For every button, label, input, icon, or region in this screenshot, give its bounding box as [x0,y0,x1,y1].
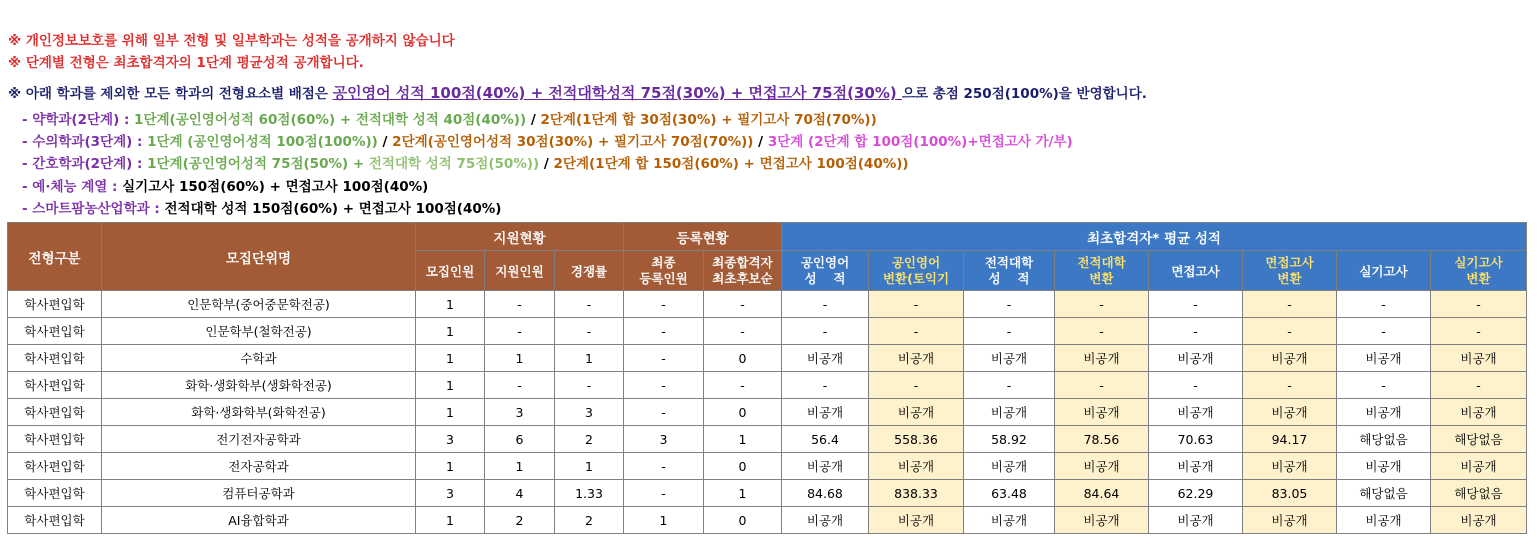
header-interview: 면접고사 [1149,251,1243,291]
table-cell: 2 [555,507,624,534]
table-cell: 비공개 [782,345,869,372]
table-cell: - [1337,291,1431,318]
table-cell: - [782,291,869,318]
table-cell: 63.48 [964,480,1055,507]
table-cell: - [1431,372,1527,399]
table-cell: 1 [416,372,485,399]
table-cell: 해당없음 [1431,426,1527,453]
table-cell: 비공개 [782,507,869,534]
table-cell: 83.05 [1243,480,1337,507]
table-cell: - [1431,291,1527,318]
arts-rule: - 예·체능 계열 : 실기고사 150점(60%) + 면접고사 100점(40%) [22,179,429,195]
table-cell: 비공개 [869,399,964,426]
table-cell: 비공개 [1055,345,1149,372]
table-cell: - [1149,318,1243,345]
table-cell: 1 [704,480,782,507]
table-cell: 학사편입학 [8,426,102,453]
table-cell: 비공개 [964,507,1055,534]
header-apply: 지원현황 [416,223,624,251]
table-cell: 비공개 [1431,453,1527,480]
table-cell: - [1431,318,1527,345]
scoring-note: ※ 아래 학과를 제외한 모든 학과의 전형요소별 배점은 공인영어 성적 100점(40%) + 전적대학성적 75점(30%) + 면접고사 75점(30%) 으로 총점 250점(100%)을 반영합니다. [8,84,1147,102]
pharmacy-rule: - 약학과(2단계) : 1단계(공인영어성적 60점(60%) + 전적대학 성적 40점(40%)) / 2단계(1단계 합 30점(30%) + 필기고사 70점(70%)) [22,112,877,128]
table-cell: 전기전자공학과 [102,426,416,453]
table-cell: 4 [485,480,555,507]
table-row [8,372,1527,399]
table-cell: - [782,372,869,399]
table-cell: 1 [416,453,485,480]
table-cell: 3 [416,480,485,507]
header-ratio: 경쟁률 [555,251,624,291]
nursing-rule: - 간호학과(2단계) : 1단계(공인영어성적 75점(50%) + 전적대학 성적 75점(50%)) / 2단계(1단계 합 150점(60%) + 면접고사 100점(40%)) [22,156,909,172]
header-interview-converted: 면접고사 변환 [1243,251,1337,291]
table-cell: 84.64 [1055,480,1149,507]
table-cell: - [555,372,624,399]
table-cell: 1 [416,345,485,372]
table-cell: 1 [416,291,485,318]
table-cell: 해당없음 [1337,480,1431,507]
table-cell: - [485,291,555,318]
table-cell: 비공개 [1243,399,1337,426]
table-cell: - [704,291,782,318]
table-row [8,399,1527,426]
table-cell: - [964,372,1055,399]
table-cell: 1 [704,426,782,453]
table-cell: 학사편입학 [8,372,102,399]
table-cell: - [1337,372,1431,399]
table-cell: 비공개 [1055,507,1149,534]
table-row [8,345,1527,372]
table-cell: - [485,318,555,345]
table-cell: - [1243,318,1337,345]
stage-note: ※ 단계별 전형은 최초합격자의 1단계 평균성적 공개합니다. [8,55,364,71]
table-cell: 해당없음 [1337,426,1431,453]
table-cell: 비공개 [782,453,869,480]
table-cell: 학사편입학 [8,399,102,426]
table-cell: 비공개 [1055,399,1149,426]
table-cell: - [782,318,869,345]
table-cell: 1 [485,345,555,372]
table-cell: AI융합학과 [102,507,416,534]
table-cell: 비공개 [964,399,1055,426]
table-cell: 58.92 [964,426,1055,453]
table-cell: 1 [416,318,485,345]
vet-rule: - 수의학과(3단계) : 1단계 (공인영어성적 100점(100%)) / 2단계(공인영어성적 30점(30%) + 필기고사 70점(70%)) / 3단계 (2단계 합 100점(100%)+면접고사 가/부) [22,134,1073,150]
table-cell: - [624,453,704,480]
table-cell: 1.33 [555,480,624,507]
table-cell: - [1149,291,1243,318]
table-cell: 학사편입학 [8,318,102,345]
table-cell: 3 [416,426,485,453]
table-cell: 94.17 [1243,426,1337,453]
table-cell: - [624,318,704,345]
table-row [8,318,1527,345]
table-cell: 화학·생화학부(화학전공) [102,399,416,426]
table-cell: 수학과 [102,345,416,372]
table-cell: 비공개 [964,453,1055,480]
table-cell: 3 [485,399,555,426]
table-cell: 비공개 [1243,453,1337,480]
table-cell: 전자공학과 [102,453,416,480]
table-cell: 비공개 [1431,399,1527,426]
table-cell: - [485,372,555,399]
table-cell: - [964,318,1055,345]
table-cell: 3 [624,426,704,453]
header-register: 등록현황 [624,223,782,251]
table-cell: - [555,291,624,318]
table-cell: 70.63 [1149,426,1243,453]
table-cell: - [624,480,704,507]
table-cell: 비공개 [1431,507,1527,534]
table-row [8,507,1527,534]
table-cell: 학사편입학 [8,453,102,480]
privacy-note: ※ 개인정보보호를 위해 일부 전형 및 일부학과는 성적을 공개하지 않습니다 [8,33,455,49]
table-cell: 인문학부(철학전공) [102,318,416,345]
table-cell: 비공개 [1337,345,1431,372]
table-cell: - [624,372,704,399]
table-cell: - [1337,318,1431,345]
header-type: 전형구분 [8,223,102,291]
table-cell: 비공개 [1337,399,1431,426]
table-cell: 0 [704,345,782,372]
header-applicants: 지원인원 [485,251,555,291]
table-cell: 0 [704,453,782,480]
table-cell: 학사편입학 [8,291,102,318]
table-cell: 0 [704,507,782,534]
table-cell: - [964,291,1055,318]
table-cell: 62.29 [1149,480,1243,507]
table-cell: 2 [485,507,555,534]
header-unit: 모집단위명 [102,223,416,291]
header-practical: 실기고사 [1337,251,1431,291]
header-english-score: 공인영어 성 적 [782,251,869,291]
table-cell: 비공개 [964,345,1055,372]
table-cell: - [869,318,964,345]
table-row [8,453,1527,480]
table-cell: - [869,291,964,318]
table-row [8,480,1527,507]
table-cell: 비공개 [1337,507,1431,534]
table-cell: 1 [555,345,624,372]
header-prev-college-score: 전적대학 성 적 [964,251,1055,291]
default-scoring-formula: 공인영어 성적 100점(40%) + 전적대학성적 75점(30%) + 면접고사 75점(30%) [332,84,902,102]
table-cell: 비공개 [1243,507,1337,534]
table-cell: 비공개 [1149,345,1243,372]
table-cell: 비공개 [1149,399,1243,426]
table-cell: 84.68 [782,480,869,507]
table-cell: - [704,372,782,399]
table-row [8,426,1527,453]
table-cell: 인문학부(중어중문학전공) [102,291,416,318]
table-cell: - [1055,372,1149,399]
table-cell: - [869,372,964,399]
table-cell: - [1243,372,1337,399]
table-cell: 558.36 [869,426,964,453]
table-cell: 6 [485,426,555,453]
table-cell: - [1055,318,1149,345]
table-cell: 비공개 [1243,345,1337,372]
table-cell: - [624,399,704,426]
table-cell: 컴퓨터공학과 [102,480,416,507]
table-cell: 2 [555,426,624,453]
table-cell: 78.56 [1055,426,1149,453]
header-english-converted: 공인영어 변환(토익기 [869,251,964,291]
table-cell: 비공개 [1431,345,1527,372]
table-cell: 비공개 [1149,507,1243,534]
header-prev-college-converted: 전적대학 변환 [1055,251,1149,291]
header-recruit: 모집인원 [416,251,485,291]
smartfarm-rule: - 스마트팜농산업학과 : 전적대학 성적 150점(60%) + 면접고사 100점(40%) [22,201,502,217]
table-cell: 1 [555,453,624,480]
table-cell: 1 [624,507,704,534]
header-last-waitlist: 최종합격자 최초후보순 [704,251,782,291]
table-cell: 비공개 [1149,453,1243,480]
table-cell: 838.33 [869,480,964,507]
table-cell: 비공개 [1055,453,1149,480]
header-final-registered: 최종 등록인원 [624,251,704,291]
header-practical-converted: 실기고사 변환 [1431,251,1527,291]
table-cell: 비공개 [782,399,869,426]
table-cell: - [555,318,624,345]
table-cell: - [624,291,704,318]
table-cell: - [1243,291,1337,318]
table-cell: 56.4 [782,426,869,453]
admission-results-table [7,222,1527,534]
table-cell: 학사편입학 [8,345,102,372]
table-cell: - [704,318,782,345]
table-cell: 1 [416,507,485,534]
table-cell: 해당없음 [1431,480,1527,507]
table-cell: 학사편입학 [8,507,102,534]
table-cell: - [1055,291,1149,318]
table-cell: 0 [704,399,782,426]
header-scores: 최초합격자* 평균 성적 [782,223,1527,251]
table-cell: 학사편입학 [8,480,102,507]
table-cell: 비공개 [869,453,964,480]
table-cell: 3 [555,399,624,426]
table-cell: - [624,345,704,372]
table-cell: 1 [485,453,555,480]
table-cell: 화학·생화학부(생화학전공) [102,372,416,399]
table-cell: 비공개 [869,507,964,534]
table-cell: 1 [416,399,485,426]
table-cell: - [1149,372,1243,399]
table-cell: 비공개 [1337,453,1431,480]
table-row [8,291,1527,318]
table-cell: 비공개 [869,345,964,372]
